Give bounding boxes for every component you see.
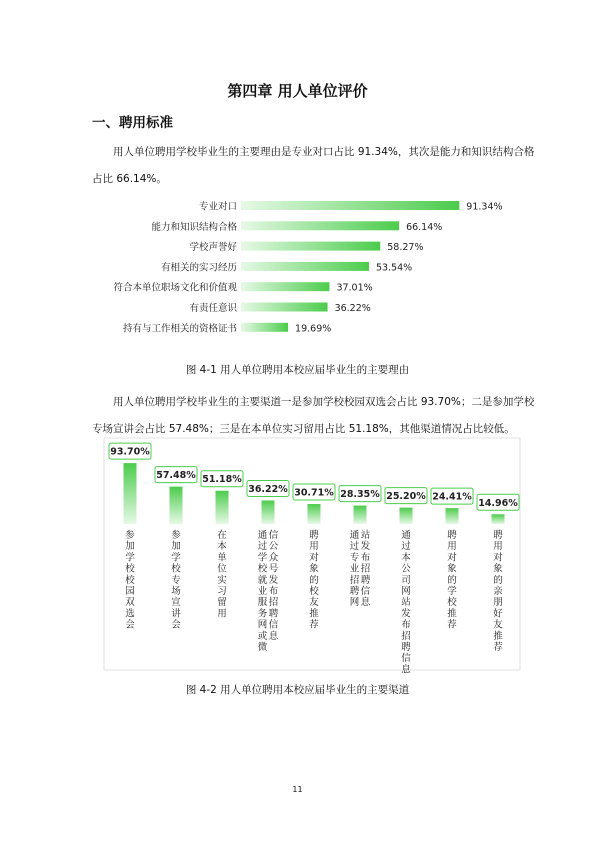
paragraph-reasons-line-2: 占比 66.14%。 (92, 173, 167, 185)
channel-bar (170, 487, 183, 524)
channel-category-label: 聘用对象的学校推荐 (447, 530, 457, 631)
channel-value-label: 25.20% (386, 491, 426, 503)
chart-reasons (0, 195, 595, 345)
channel-bar (216, 491, 229, 524)
channel-value-label: 28.35% (340, 489, 380, 501)
reason-bar (241, 201, 459, 210)
channel-value-label: 30.71% (294, 487, 334, 499)
channel-category-label: 聘用对象的校友推荐 (309, 530, 319, 631)
channel-bar (492, 514, 505, 524)
channel-category-label: 在本单位实习留用 (217, 530, 227, 620)
chart-channels (0, 435, 595, 675)
reason-bar (241, 262, 369, 271)
paragraph-reasons-line-1: 用人单位聘用学校毕业生的主要理由是专业对口占比 91.34%，其次是能力和知识结构合格 (113, 146, 535, 158)
reason-bar (241, 303, 328, 312)
reason-label: 符合本单位职场文化和价值观 (113, 282, 237, 294)
channel-value-label: 51.18% (202, 474, 242, 486)
reason-value-label: 66.14% (406, 221, 443, 233)
channel-bar (308, 504, 321, 524)
reason-value-label: 91.34% (466, 201, 503, 213)
channel-bar (262, 500, 275, 524)
reason-value-label: 36.22% (334, 303, 371, 314)
chapter-title: 第四章 用人单位评价 (227, 82, 368, 100)
channel-bar (124, 463, 137, 524)
section-title: 一、聘用标准 (92, 115, 173, 131)
channel-category-label: 通过专业招聘网站发布招聘信息 (349, 530, 371, 609)
channel-category-label: 参加学校专场宣讲会 (171, 530, 181, 631)
channel-category-label: 聘用对象的亲朋好友推荐 (493, 530, 503, 653)
reason-label: 持有与工作相关的资格证书 (122, 323, 237, 335)
reason-bar (241, 242, 380, 251)
paragraph-channels-line-2: 专场宣讲会占比 57.48%；三是在本单位实习留用占比 51.18%，其他渠道情况占比较低。 (92, 423, 515, 435)
channel-bar (354, 506, 367, 524)
reason-label: 专业对口 (198, 201, 237, 213)
channel-bar (446, 508, 459, 524)
reason-label: 能力和知识结构合格 (151, 221, 237, 233)
reason-label: 学校声誉好 (189, 242, 237, 254)
paragraph-channels-line-1: 用人单位聘用学校毕业生的主要渠道一是参加学校校园双选会占比 93.70%；二是参加学校 (113, 396, 535, 408)
reason-label: 有相关的实习经历 (160, 262, 237, 274)
page-number: 11 (292, 785, 303, 794)
reason-value-label: 53.54% (375, 262, 413, 274)
channel-value-label: 93.70% (110, 446, 150, 458)
figure-caption-4-2: 图 4-2 用人单位聘用本校应届毕业生的主要渠道 (185, 684, 410, 696)
reason-label: 有责任意识 (189, 303, 237, 314)
reason-bar (241, 323, 288, 332)
reason-value-label: 19.69% (295, 323, 332, 335)
channel-value-label: 14.96% (478, 497, 518, 509)
channel-value-label: 57.48% (156, 470, 196, 482)
channel-category-label: 参加学校校园双选会 (125, 530, 135, 631)
reason-bar (241, 221, 399, 230)
channel-value-label: 24.41% (432, 491, 472, 503)
reason-value-label: 37.01% (336, 282, 373, 294)
reason-bar (241, 282, 329, 291)
figure-caption-4-1: 图 4-1 用人单位聘用本校应届毕业生的主要理由 (185, 364, 410, 376)
channel-value-label: 36.22% (248, 483, 288, 495)
channel-category-label: 通过学校就业服务网或微信公众号发布招聘信息 (257, 530, 279, 653)
paragraph-reasons (92, 139, 542, 193)
reason-value-label: 58.27% (387, 242, 424, 254)
channel-category-label: 通过本公司网站发布招聘信息 (401, 530, 411, 675)
channel-bar (400, 508, 413, 524)
